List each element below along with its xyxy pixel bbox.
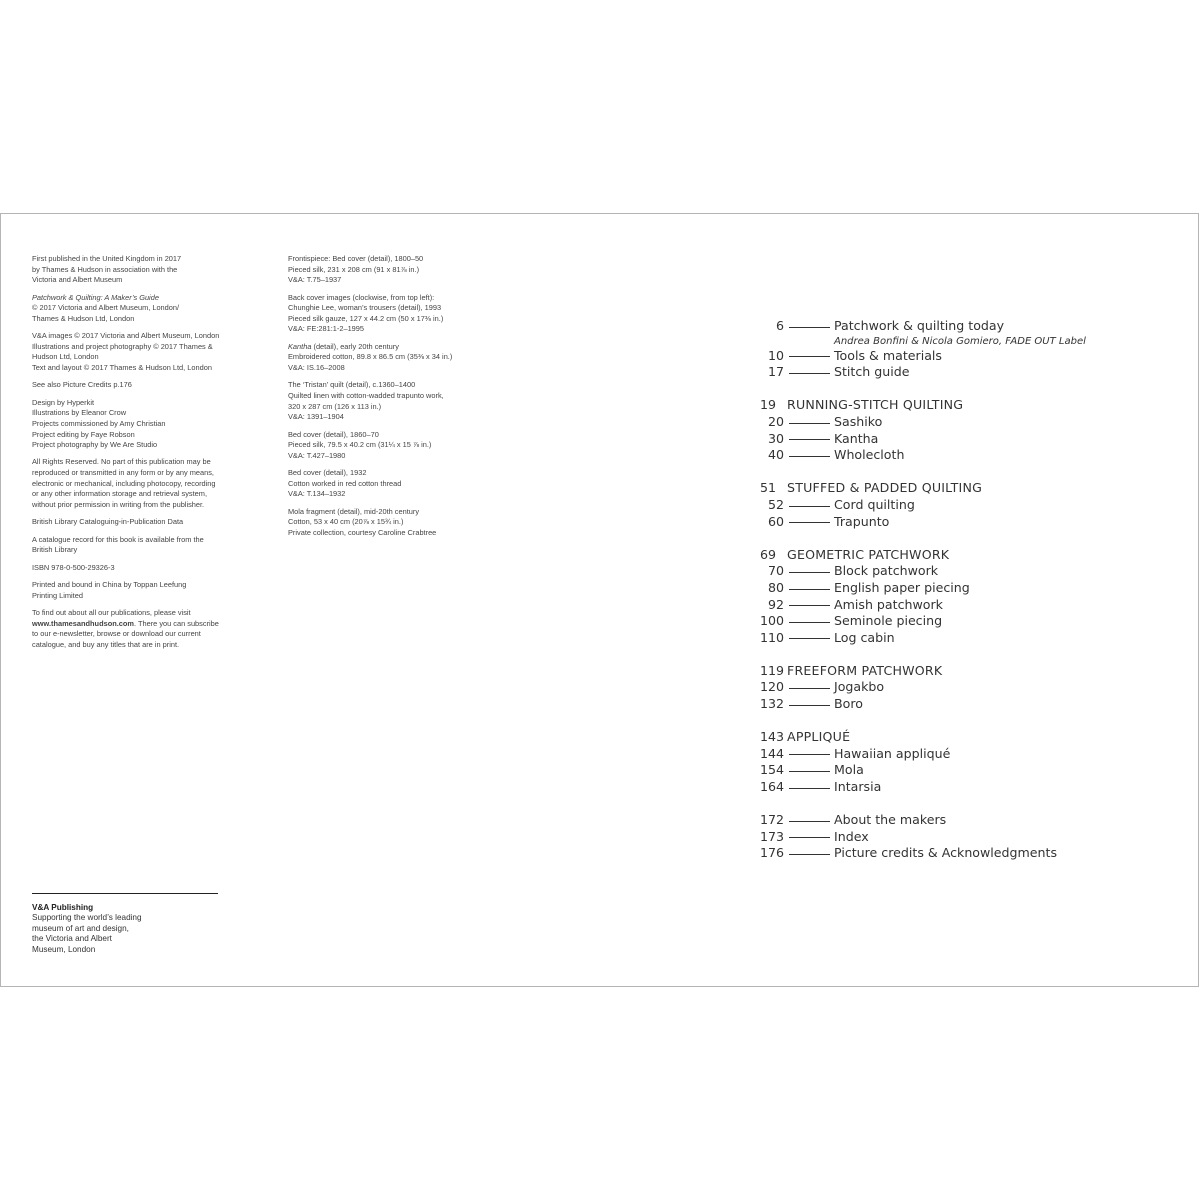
- imprint-web-line: catalogue, and buy any titles that are in print.: [32, 639, 180, 649]
- caption-line: Cotton, 53 x 40 cm (20⅞ x 15¾ in.): [288, 517, 404, 527]
- toc-leader-rule: [789, 638, 830, 639]
- imprint-line: Design by Hyperkit: [32, 397, 95, 407]
- imprint-line: British Library: [32, 545, 78, 555]
- toc-entry-label: Index: [834, 828, 869, 844]
- toc-page-number: 132: [760, 696, 785, 712]
- toc-section-heading: [760, 397, 1180, 414]
- imprint-paragraph: [32, 563, 252, 574]
- imprint-line: Project photography by We Are Studio: [32, 440, 158, 450]
- caption-line: Private collection, courtesy Caroline Crabtree: [288, 527, 437, 537]
- imprint-web-line: To find out about all our publications, please visit: [32, 608, 191, 617]
- toc-entry-label: Block patchwork: [834, 563, 939, 579]
- toc-entry[interactable]: [760, 779, 1180, 796]
- imprint-line: ISBN 978-0-500-29326-3: [32, 562, 115, 572]
- toc-entry-label: Seminole piecing: [834, 613, 943, 629]
- imprint-paragraph: [32, 457, 252, 510]
- toc-leader-rule: [789, 771, 830, 772]
- imprint-line: Illustrations and project photography © 2017 Thames &: [32, 341, 213, 351]
- toc-page-number: 10: [767, 347, 784, 363]
- toc-entry-label: Trapunto: [834, 513, 890, 529]
- caption-line: V&A: T.134–1932: [288, 489, 346, 499]
- caption-line: Bed cover (detail), 1860–70: [288, 429, 379, 439]
- imprint-line: V&A images © 2017 Victoria and Albert Museum, London: [32, 331, 220, 341]
- toc-entry[interactable]: [760, 679, 1180, 696]
- toc-entry[interactable]: [760, 431, 1180, 448]
- toc-page-number: 164: [760, 779, 785, 795]
- imprint-line: British Library Cataloguing-in-Publication Data: [32, 517, 184, 527]
- toc-entry[interactable]: [760, 613, 1180, 630]
- imprint-line: Victoria and Albert Museum: [32, 275, 123, 285]
- caption-line: Cotton worked in red cotton thread: [288, 478, 402, 488]
- caption-line: V&A: 1391–1904: [288, 412, 344, 422]
- publisher-line: Museum, London: [32, 944, 96, 954]
- publisher-line: museum of art and design,: [32, 923, 129, 933]
- toc-entry-label: Boro: [834, 696, 863, 712]
- imprint-line: by Thames & Hudson in association with the: [32, 264, 178, 274]
- imprint-line: reproduced or transmitted in any form or by any means,: [32, 468, 214, 478]
- toc-page-number: 40: [767, 447, 784, 463]
- imprint-line: © 2017 Victoria and Albert Museum, London/: [32, 303, 180, 313]
- toc-leader-rule: [789, 327, 830, 328]
- toc-entry-label: Sashiko: [834, 413, 883, 429]
- toc-entry[interactable]: [760, 414, 1180, 431]
- imprint-line: Thames & Hudson Ltd, London: [32, 313, 135, 323]
- imprint-line: Printed and bound in China by Toppan Leefung: [32, 580, 187, 590]
- imprint-column: [32, 254, 252, 657]
- imprint-line: Printing Limited: [32, 590, 83, 600]
- caption-line: Chunghie Lee, woman’s trousers (detail), 1993: [288, 303, 442, 313]
- toc-page-number: 17: [767, 364, 784, 380]
- toc-leader-rule: [789, 622, 830, 623]
- toc-entry-label: Wholecloth: [834, 447, 905, 463]
- imprint-web-line: to our e-newsletter, browse or download our current: [32, 629, 201, 639]
- imprint-line: Projects commissioned by Amy Christian: [32, 418, 166, 428]
- imprint-line: First published in the United Kingdom in 2017: [32, 254, 182, 263]
- toc-page-number: 100: [760, 613, 785, 629]
- toc-subtitle: [760, 335, 1180, 348]
- imprint-line: See also Picture Credits p.176: [32, 380, 132, 390]
- caption-line: Pieced silk, 231 x 208 cm (91 x 81⅞ in.): [288, 264, 420, 274]
- toc-entry[interactable]: [760, 514, 1180, 531]
- caption-line: Quilted linen with cotton-wadded trapunto work,: [288, 390, 444, 400]
- toc-entry[interactable]: [760, 812, 1180, 829]
- imprint-paragraph: [32, 331, 252, 373]
- toc-page-number: 173: [760, 828, 785, 844]
- toc-page-number: 6: [775, 318, 784, 333]
- toc-entry[interactable]: [760, 348, 1180, 365]
- toc-gap: [760, 646, 1180, 663]
- caption-line: Pieced silk gauze, 127 x 44.2 cm (50 x 17⅜ in.): [288, 313, 444, 323]
- toc-gap: [760, 464, 1180, 481]
- toc-page-number: 172: [760, 812, 785, 828]
- toc-page-number: 19: [760, 397, 777, 413]
- toc-entry-label: Picture credits & Acknowledgments: [834, 845, 1058, 861]
- imprint-line: A catalogue record for this book is available from the: [32, 534, 204, 544]
- toc-entry-label: Patchwork & quilting today: [834, 318, 1005, 333]
- toc-entry[interactable]: [760, 563, 1180, 580]
- imprint-web-paragraph: [32, 608, 252, 650]
- imprint-line: Text and layout © 2017 Thames & Hudson Ltd, London: [32, 362, 212, 372]
- caption-paragraph: [288, 293, 528, 335]
- toc-page-number: 154: [760, 762, 785, 778]
- publisher-block: [32, 893, 218, 955]
- caption-line: 320 x 287 cm (126 x 113 in.): [288, 401, 382, 411]
- toc-entry[interactable]: [760, 762, 1180, 779]
- caption-paragraph: [288, 507, 528, 539]
- toc-leader-rule: [789, 705, 830, 706]
- toc-entry-label: Log cabin: [834, 629, 895, 645]
- toc-entry-label: Mola: [834, 762, 864, 778]
- toc-entry[interactable]: [760, 364, 1180, 381]
- caption-paragraph: [288, 430, 528, 462]
- toc-page-number: 176: [760, 845, 785, 861]
- toc-entry[interactable]: [760, 447, 1180, 464]
- caption-line: Kantha (detail), early 20th century: [288, 341, 399, 351]
- toc-section-label: STUFFED & PADDED QUILTING: [787, 480, 983, 496]
- toc-entry[interactable]: [760, 630, 1180, 647]
- toc-entry[interactable]: [760, 318, 1180, 335]
- caption-paragraph: [288, 254, 528, 286]
- caption-line: V&A: IS.16–2008: [288, 362, 345, 372]
- toc-gap: [760, 381, 1180, 398]
- toc-leader-rule: [789, 605, 830, 606]
- toc-entry-label: English paper piecing: [834, 579, 970, 595]
- imprint-line: Patchwork & Quilting: A Maker’s Guide: [32, 292, 159, 302]
- toc-page-number: 92: [767, 596, 784, 612]
- imprint-line: Project editing by Faye Robson: [32, 429, 135, 439]
- caption-line: V&A: FE:281:1-2–1995: [288, 324, 365, 334]
- caption-line: Pieced silk, 79.5 x 40.2 cm (31¼ x 15 ⅞ in.): [288, 440, 432, 450]
- imprint-line: Illustrations by Eleanor Crow: [32, 408, 127, 418]
- toc-entry-label: Cord quilting: [834, 496, 915, 512]
- toc-entry-label: About the makers: [834, 812, 947, 828]
- toc-gap: [760, 796, 1180, 813]
- toc-page-number: 52: [767, 496, 784, 512]
- publisher-line: Supporting the world’s leading: [32, 913, 142, 922]
- toc-leader-rule: [789, 837, 830, 838]
- imprint-paragraph: [32, 580, 252, 601]
- toc-page-number: 120: [760, 679, 785, 695]
- imprint-paragraph: [32, 254, 252, 286]
- caption-paragraph: [288, 342, 528, 374]
- caption-line: Back cover images (clockwise, from top left):: [288, 292, 435, 302]
- publisher-line: the Victoria and Albert: [32, 934, 112, 943]
- toc-leader-rule: [789, 423, 830, 424]
- toc-section-heading: [760, 547, 1180, 564]
- toc-leader-rule: [789, 522, 830, 523]
- toc-section-label: GEOMETRIC PATCHWORK: [787, 546, 950, 562]
- toc-entry[interactable]: [760, 497, 1180, 514]
- toc-leader-rule: [789, 439, 830, 440]
- toc-page-number: 80: [767, 579, 784, 595]
- captions-paragraphs: [288, 254, 528, 538]
- caption-line: Mola fragment (detail), mid-20th century: [288, 506, 420, 516]
- publisher-rule: [32, 893, 218, 894]
- toc-section-label: APPLIQUÉ: [787, 729, 851, 745]
- toc-entry[interactable]: [760, 597, 1180, 614]
- toc-page-number: 110: [760, 629, 785, 645]
- caption-paragraph: [288, 380, 528, 422]
- toc-entry-label: Tools & materials: [834, 347, 942, 363]
- imprint-paragraph: [32, 535, 252, 556]
- toc-leader-rule: [789, 456, 830, 457]
- toc-page-number: 143: [760, 729, 785, 745]
- imprint-paragraph: [32, 380, 252, 391]
- toc-leader-rule: [789, 356, 830, 357]
- toc-leader-rule: [789, 854, 830, 855]
- publisher-name: V&A Publishing: [32, 903, 94, 912]
- toc-entry-label: Jogakbo: [834, 679, 885, 695]
- toc-entry[interactable]: [760, 829, 1180, 846]
- caption-line: Frontispiece: Bed cover (detail), 1800–50: [288, 254, 424, 263]
- toc-entry[interactable]: [760, 746, 1180, 763]
- toc-page-number: 51: [760, 480, 777, 496]
- toc-gap: [760, 530, 1180, 547]
- toc-leader-rule: [789, 506, 830, 507]
- toc-page-number: 60: [767, 513, 784, 529]
- toc-leader-rule: [789, 572, 830, 573]
- toc-entry-label: Kantha: [834, 430, 879, 446]
- toc-page-number: 119: [760, 662, 785, 678]
- toc-section-heading: [760, 729, 1180, 746]
- toc-subtitle-label: Andrea Bonfini & Nicola Gomiero, FADE OUT Label: [834, 335, 1086, 347]
- imprint-line: or any other information storage and retrieval system,: [32, 489, 207, 499]
- toc-page-number: 144: [760, 745, 785, 761]
- toc-section-heading: [760, 480, 1180, 497]
- captions-column: [288, 254, 528, 545]
- caption-line: Bed cover (detail), 1932: [288, 468, 367, 478]
- toc-page-number: 69: [760, 546, 777, 562]
- toc-entry-label: Intarsia: [834, 779, 882, 795]
- imprint-line: All Rights Reserved. No part of this publication may be: [32, 457, 211, 467]
- caption-line: The ‘Tristan’ quilt (detail), c.1360–1400: [288, 380, 416, 390]
- imprint-line: electronic or mechanical, including photocopy, recording: [32, 478, 216, 488]
- imprint-paragraph: [32, 517, 252, 528]
- imprint-paragraphs: [32, 254, 252, 601]
- toc-page-number: 30: [767, 430, 784, 446]
- toc-leader-rule: [789, 754, 830, 755]
- imprint-web-line: [32, 619, 252, 630]
- toc-entry[interactable]: [760, 696, 1180, 713]
- caption-italic: Kantha: [288, 341, 312, 351]
- caption-line: V&A: T.75–1937: [288, 275, 342, 285]
- publisher-description: [32, 913, 218, 955]
- toc-leader-rule: [789, 788, 830, 789]
- imprint-paragraph: [32, 398, 252, 451]
- toc-entry-label: Stitch guide: [834, 364, 910, 380]
- toc-leader-rule: [789, 373, 830, 374]
- toc-leader-rule: [789, 821, 830, 822]
- toc-section-heading: [760, 663, 1180, 680]
- toc-section-label: RUNNING-STITCH QUILTING: [787, 397, 964, 413]
- caption-line: Embroidered cotton, 89.8 x 86.5 cm (35⅜ x 34 in.): [288, 352, 453, 362]
- caption-paragraph: [288, 468, 528, 500]
- caption-line: V&A: T.427–1980: [288, 450, 346, 460]
- imprint-web-line-rest: . There you can subscribe: [133, 618, 219, 628]
- toc-entry[interactable]: [760, 580, 1180, 597]
- imprint-line: Hudson Ltd, London: [32, 352, 99, 362]
- toc-gap: [760, 713, 1180, 730]
- toc-entry-label: Hawaiian appliqué: [834, 745, 951, 761]
- toc-page-number: 70: [767, 563, 784, 579]
- toc-page-number: 20: [767, 413, 784, 429]
- toc-entry-label: Amish patchwork: [834, 596, 943, 612]
- toc-section-label: FREEFORM PATCHWORK: [787, 662, 943, 678]
- publisher-url-link[interactable]: www.thamesandhudson.com: [32, 618, 134, 628]
- toc-leader-rule: [789, 688, 830, 689]
- table-of-contents: [760, 318, 1180, 862]
- imprint-paragraph: [32, 293, 252, 325]
- toc-entry[interactable]: [760, 845, 1180, 862]
- toc-leader-rule: [789, 589, 830, 590]
- imprint-line: without prior permission in writing from the publisher.: [32, 499, 205, 509]
